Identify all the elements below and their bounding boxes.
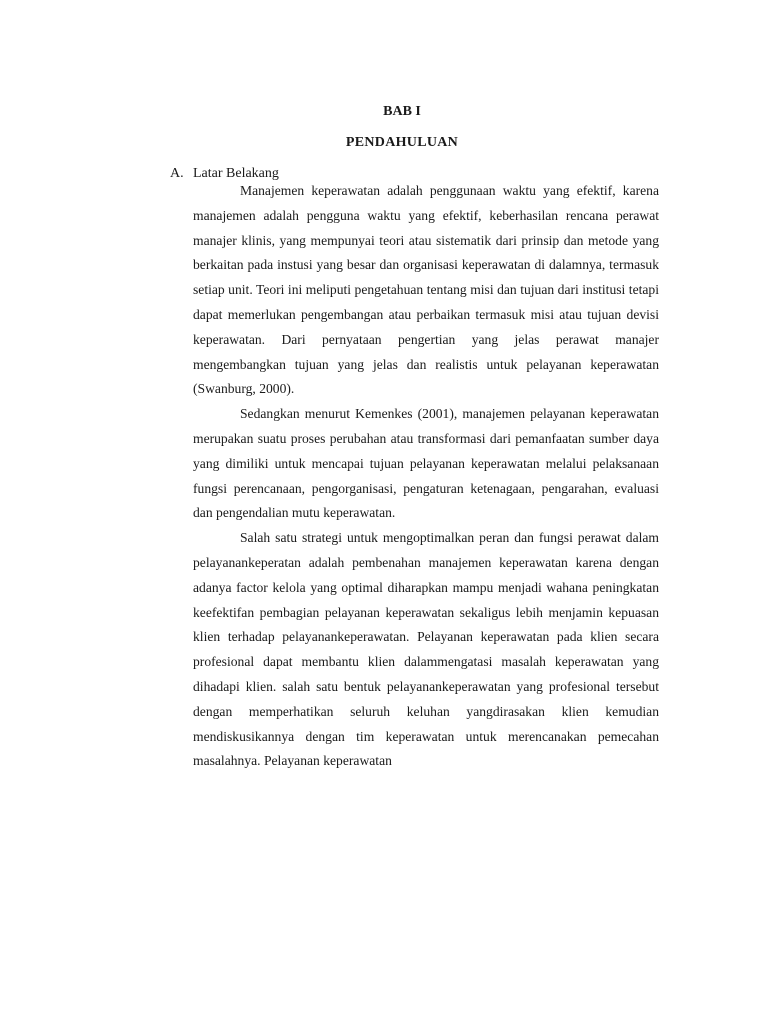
section-letter: A. [170,166,184,181]
paragraph: Salah satu strategi untuk mengoptimalkan peran dan fungsi perawat dalam pelayanankeperatan adalah pembenahan manajemen keperawatan karena dengan adanya factor kelola yang optimal diharapkan mampu menjadi wahana peningkatan keefektifan pembagian pelayanan keperawatan sekaligus lebih menjamin kepuasan klien terhadap pelayanankeperawatan. Pelayanan keperawatan pada klien secara profesional dapat membantu klien dalammengatasi masalah keperawatan yang dihadapi klien. salah satu bentuk pelayanankeperawatan yang profesional tersebut dengan memperhatikan seluruh keluhan yangdirasakan klien kemudian mendiskusikannya dengan tim keperawatan untuk merencanakan pemecahan masalahnya. Pelayanan keperawatan [193,530,659,769]
paragraph: Sedangkan menurut Kemenkes (2001), manajemen pelayanan keperawatan merupakan suatu proses perubahan atau transformasi dari pemanfaatan sumber daya yang dimiliki untuk mencapai tujuan pelayanan keperawatan melalui pelaksanaan fungsi perencanaan, pengorganisasi, pengaturan ketenagaan, pengarahan, evaluasi dan pengendalian mutu keperawatan. [193,406,659,521]
paragraph: Manajemen keperawatan adalah penggunaan waktu yang efektif, karena manajemen adalah pengguna waktu yang efektif, keberhasilan rencana perawat manajer klinis, yang mempunyai teori atau sistematik dari prinsip dan metode yang berkaitan pada instusi yang besar dan organisasi keperawatan di dalamnya, termasuk setiap unit. Teori ini meliputi pengetahuan tentang misi dan tujuan dari institusi tetapi dapat memerlukan pengembangan atau perbaikan termasuk misi atau tujuan devisi keperawatan. Dari pernyataan pengertian yang jelas perawat manajer mengembangkan tujuan yang jelas dan realistis untuk pelayanan keperawatan (Swanburg, 2000). [193,183,659,397]
chapter-title: PENDAHULUAN [345,135,459,150]
section-title: Latar Belakang [193,166,279,181]
body-text [193,179,659,774]
chapter-number: BAB I [383,104,421,119]
